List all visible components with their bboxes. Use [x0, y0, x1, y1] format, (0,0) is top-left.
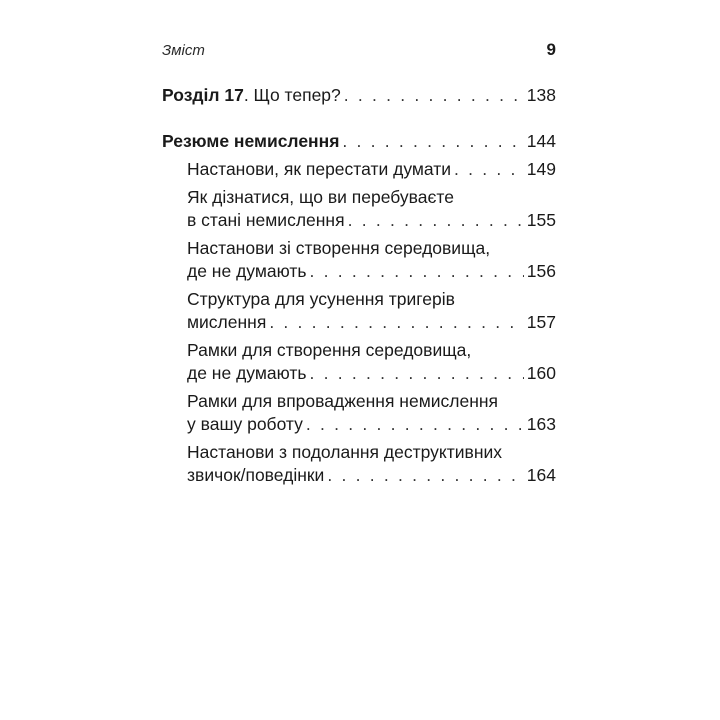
- toc-entry-item-0[interactable]: [187, 158, 556, 181]
- toc-page-number: 160: [526, 363, 556, 383]
- toc-entry-label-first-line: Настанови зі створення середовища,: [187, 238, 491, 258]
- toc-entry-item-1[interactable]: [187, 186, 556, 232]
- toc-entry-label: Настанови, як перестати думати: [187, 159, 452, 179]
- toc-entry-line: [162, 84, 556, 107]
- running-head: [162, 40, 556, 62]
- toc-entry-label-first-line: Рамки для створення середовища,: [187, 340, 472, 360]
- toc-entry-item-4[interactable]: [187, 339, 556, 385]
- toc-entry-line: [187, 464, 556, 487]
- toc-entry-line: [187, 260, 556, 283]
- toc-entry-label-first-line: Рамки для впровадження немислення: [187, 391, 499, 411]
- toc-entry-chapter-17[interactable]: [162, 84, 556, 107]
- toc-entry-label: в стані немислення: [187, 210, 345, 230]
- toc-entry-label: [162, 84, 341, 107]
- toc-entry-item-2[interactable]: [187, 237, 556, 283]
- chapter-title: . Що тепер?: [243, 85, 341, 105]
- dot-leader: [342, 130, 523, 153]
- toc-page-number: 164: [526, 465, 556, 485]
- toc-entry-item-3[interactable]: [187, 288, 556, 334]
- toc-entry-label-first-line: Настанови з подолання деструктивних: [187, 442, 503, 462]
- table-of-contents: [162, 84, 556, 492]
- toc-entry-item-6[interactable]: [187, 441, 556, 487]
- dot-leader: [327, 464, 523, 487]
- running-title: Зміст: [162, 42, 205, 59]
- dot-leader: [344, 84, 524, 107]
- toc-entry-label: де не думають: [187, 261, 307, 281]
- toc-entry-item-5[interactable]: [187, 390, 556, 436]
- toc-page-number: 157: [526, 312, 556, 332]
- toc-page-number: 156: [526, 261, 556, 281]
- section-title: Резюме немислення: [162, 131, 340, 151]
- dot-leader: [306, 413, 524, 436]
- toc-entry-line: [162, 130, 556, 153]
- toc-entry-line: [187, 311, 556, 334]
- toc-entry-label-first-line: Структура для усунення тригерів: [187, 289, 455, 309]
- dot-leader: [269, 311, 523, 334]
- chapter-label: Розділ 17: [162, 85, 244, 105]
- toc-entry-line: [187, 158, 556, 181]
- toc-page-number: 144: [526, 131, 556, 151]
- toc-page-number: 163: [526, 414, 556, 434]
- toc-entry-label-first-line: Як дізнатися, що ви перебуваєте: [187, 187, 454, 207]
- toc-entry-line: [187, 209, 556, 232]
- dot-leader: [348, 209, 524, 232]
- toc-entry-line: [187, 362, 556, 385]
- toc-entry-summary[interactable]: [162, 130, 556, 153]
- dot-leader: [454, 158, 524, 181]
- toc-page-number: 155: [526, 210, 556, 230]
- toc-entry-label: звичок/поведінки: [187, 465, 325, 485]
- dot-leader: [309, 362, 523, 385]
- toc-entry-line: [187, 413, 556, 436]
- dot-leader: [309, 260, 523, 283]
- toc-page-number: 149: [526, 159, 556, 179]
- toc-entry-label: де не думають: [187, 363, 307, 383]
- toc-entry-label: мислення: [187, 312, 267, 332]
- toc-entry-label: у вашу роботу: [187, 414, 303, 434]
- toc-page-number: 138: [526, 85, 556, 105]
- page-number: 9: [546, 40, 556, 59]
